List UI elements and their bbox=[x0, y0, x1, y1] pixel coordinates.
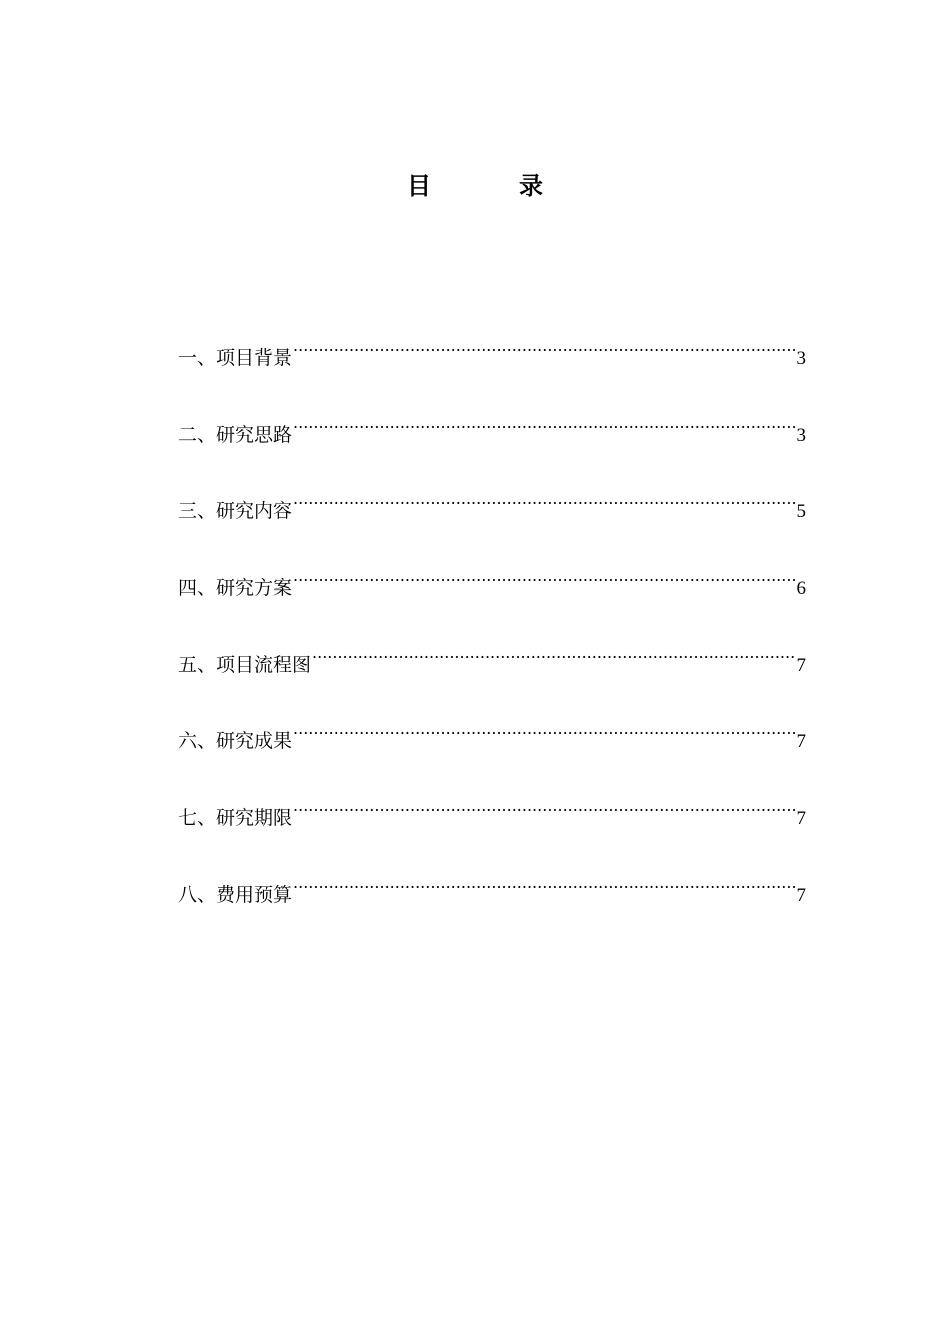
toc-page-number: 3 bbox=[796, 424, 806, 446]
toc-entry-flowchart[interactable] bbox=[178, 635, 806, 676]
toc-title-char-2: 录 bbox=[519, 172, 543, 200]
toc-entry-content[interactable] bbox=[178, 481, 806, 523]
toc-dot-leader bbox=[293, 711, 795, 747]
toc-entry-plan[interactable] bbox=[178, 558, 806, 600]
toc-entry-approach[interactable] bbox=[178, 405, 806, 446]
toc-entry-budget[interactable] bbox=[178, 865, 806, 906]
toc-entry-label: 五、项目流程图 bbox=[178, 653, 312, 676]
toc-dot-leader bbox=[293, 558, 795, 594]
toc-entry-label: 二、研究思路 bbox=[178, 423, 293, 446]
toc-dot-leader bbox=[293, 788, 795, 824]
toc-dot-leader bbox=[293, 865, 795, 901]
toc-list bbox=[178, 328, 806, 942]
toc-entry-label: 一、项目背景 bbox=[178, 347, 293, 369]
toc-page-number: 5 bbox=[796, 501, 806, 523]
toc-entry-background[interactable] bbox=[178, 328, 806, 369]
toc-entry-label: 六、研究成果 bbox=[178, 730, 293, 753]
toc-page-number: 7 bbox=[796, 654, 806, 676]
toc-page-number: 6 bbox=[796, 578, 806, 600]
toc-entry-label: 七、研究期限 bbox=[178, 807, 293, 830]
toc-page-number: 7 bbox=[796, 731, 806, 753]
toc-dot-leader bbox=[293, 481, 795, 517]
toc-entry-label: 三、研究内容 bbox=[178, 500, 293, 523]
toc-title bbox=[0, 168, 950, 204]
toc-page-number: 3 bbox=[796, 348, 806, 369]
toc-entry-label: 四、研究方案 bbox=[178, 577, 293, 600]
toc-page-number: 7 bbox=[796, 884, 806, 906]
toc-entry-results[interactable] bbox=[178, 711, 806, 753]
toc-dot-leader bbox=[293, 405, 795, 441]
toc-dot-leader bbox=[312, 635, 795, 671]
toc-title-char-1: 目 bbox=[407, 172, 431, 200]
toc-entry-label: 八、费用预算 bbox=[178, 883, 293, 906]
toc-page-number: 7 bbox=[796, 808, 806, 830]
toc-entry-timeline[interactable] bbox=[178, 788, 806, 830]
toc-dot-leader bbox=[293, 328, 795, 364]
